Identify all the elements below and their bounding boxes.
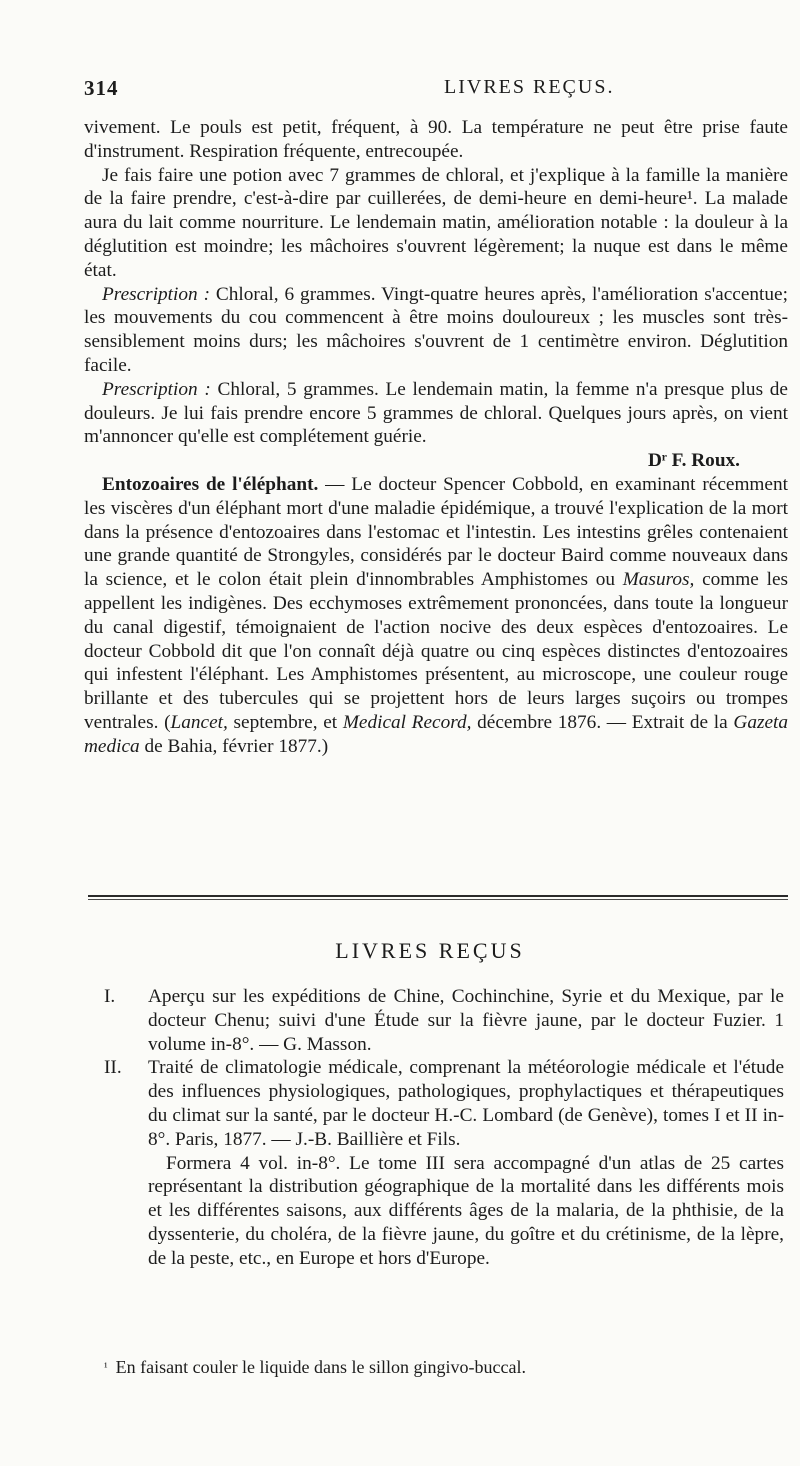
prescription-text: Chloral, 6 grammes. Vingt-quatre heures après, l'amélioration s'accentue; les mouvements du cou commencent à être moins douloureux ; les muscles sont très-sensiblement moins durs; les mâchoires s'ouvrent de 1 centimètre environ. Déglutition facile. xyxy=(84,283,788,376)
prescription-text: Chloral, 5 grammes. Le lendemain matin, la femme n'a presque plus de douleurs. Je lui fais prendre encore 5 grammes de chloral. Quelques jours après, on vient m'annoncer qu'elle est complétement guérie. xyxy=(84,378,788,448)
item-number: II. xyxy=(104,1057,122,1079)
paragraph-1: vivement. Le pouls est petit, fréquent, à 90. La température ne peut être prise faute d'instrument. Respiration fréquente, entrecoupée. xyxy=(84,117,788,162)
paragraph-2: Je fais faire une potion avec 7 grammes de chloral, et j'explique à la famille la manière de la faire prendre, c'est-à-dire par cuillerées, de demi-heure en demi-heure¹. La malade aura du lait comme nourriture. Le lendemain matin, amélioration notable : la douleur à la déglutition est moindre; les mâchoires s'ouvrent légèrement; la nuque est dans le même état. xyxy=(84,164,788,281)
masuros-term: Masuros, xyxy=(622,569,695,591)
article-text: décembre 1876. — Extrait de la xyxy=(471,711,734,733)
article-text: comme les appellent les indigènes. Des ecchymoses extrêmement prononcées, dans toute la longueur du canal digestif, témoignaient de l'action nocive des deux espèces d'entozoaires. Le docteur Cobbold dit que l'on connaît déjà quatre ou cinq espèces distinctes d'entozoaires qui infestent l'éléphant. Les Amphistomes présentent, au microscope, une couleur rouge brillante et des tubercules qui se projettent hors de leurs larges suçoirs ou trompes ventrales. ( xyxy=(84,569,789,733)
paragraph-3 xyxy=(84,283,788,378)
section-title: LIVRES REÇUS xyxy=(335,938,525,963)
article-heading: Entozoaires de l'éléphant. xyxy=(102,473,319,495)
article-text: — Le docteur Spencer Cobbold, en examinant récemment les viscères d'un éléphant mort d'une maladie épidémique, a trouvé l'explication de la mort dans la présence d'entozoaires dans l'estomac et l'intestin. Les intestins grêles contenaient une grande quantité de Strongyles, considérés par le docteur Baird comme nouveaux dans la science, et le colon était plein d'innombrables Amphistomes ou xyxy=(84,473,788,591)
article-text: septembre, et xyxy=(227,711,343,733)
list-item xyxy=(104,985,784,1056)
section-divider xyxy=(88,895,788,897)
article-text: de Bahia, février 1877.) xyxy=(139,735,329,757)
main-text xyxy=(84,116,788,759)
item-note: Formera 4 vol. in-8°. Le tome III sera accompagné d'un atlas de 25 cartes représentant la distribution géographique de la mortalité dans les différents mois et les différentes saisons, aux différents âges de la malaria, de la phthisie, de la dyssenterie, du choléra, de la fièvre jaune, du goître et du crétinisme, de la lèpre, de la peste, etc., en Europe et hors d'Europe. xyxy=(148,1152,784,1269)
list-item xyxy=(104,1056,784,1151)
paragraph-4 xyxy=(84,378,788,449)
section-divider-thin xyxy=(88,899,788,900)
running-title: LIVRES REÇUS. xyxy=(444,76,615,98)
footnote-text: En faisant couler le liquide dans le sillon gingivo-buccal. xyxy=(115,1357,526,1377)
item-number: I. xyxy=(104,986,116,1007)
page-number: 314 xyxy=(84,76,119,100)
item-text: Traité de climatologie médicale, comprenant la météorologie médicale et l'étude des influences physiologiques, pathologiques, prophylactiques et thérapeutiques du climat sur la santé, par le docteur H.-C. Lombard (de Genève), tomes I et II in-8°. Paris, 1877. — J.-B. Baillière et Fils. xyxy=(148,1057,784,1150)
books-list xyxy=(104,985,784,1271)
item-text: Aperçu sur les expéditions de Chine, Cochinchine, Syrie et du Mexique, par le docteur Chenu; suivi d'une Étude sur la fièvre jaune, par le docteur Fuzier. 1 volume in-8°. — G. Masson. xyxy=(148,986,784,1055)
gazeta-title: Gazeta medica xyxy=(84,711,789,757)
prescription-label: Prescription : xyxy=(102,378,211,400)
lancet-title: Lancet, xyxy=(170,711,228,733)
page-header xyxy=(84,76,784,106)
prescription-label: Prescription : xyxy=(102,283,211,305)
medical-record-title: Medical Record, xyxy=(342,711,472,733)
footnote xyxy=(104,1356,784,1378)
paragraph-entozoaires xyxy=(84,473,788,759)
signature-text: Dʳ F. Roux. xyxy=(647,450,740,472)
footnote-mark: ¹ xyxy=(104,1360,108,1374)
signature xyxy=(84,449,788,473)
